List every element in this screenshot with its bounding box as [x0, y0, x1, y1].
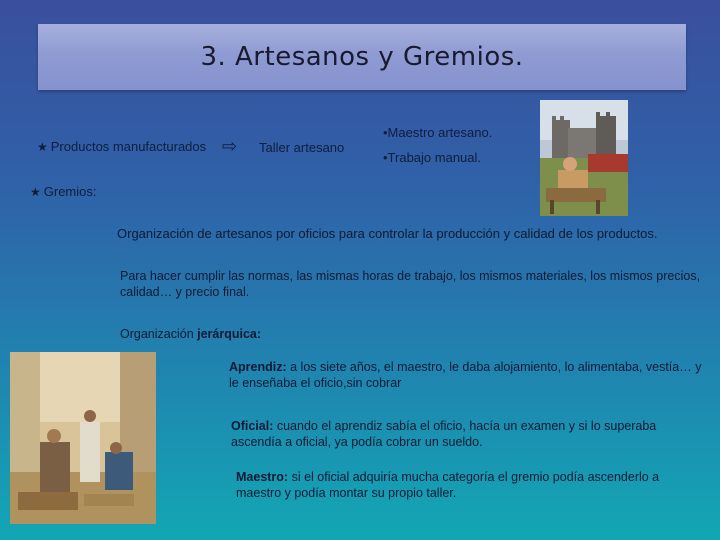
rank-oficial	[231, 418, 661, 450]
star-bullet-icon: ★	[37, 140, 48, 154]
craftsman-photo	[540, 100, 628, 216]
star-bullet-icon: ★	[30, 185, 41, 199]
products-item-trabajo: •Trabajo manual.	[383, 150, 482, 165]
gremios-purpose: Para hacer cumplir las normas, las mismas horas de trabajo, los mismos materiales, los mismos precios, calidad… y precio final.	[120, 269, 701, 299]
products-item-maestro: •Maestro artesano.	[383, 125, 493, 140]
taller-label: Taller artesano	[259, 140, 345, 155]
gremios-definition: Organización de artesanos por oficios para controlar la producción y calidad de los productos.	[117, 226, 658, 241]
rank-maestro-text: si el oficial adquiría mucha categoría el gremio podía ascenderlo a maestro y podía montar su propio taller.	[236, 470, 660, 500]
slide-title: 3. Artesanos y Gremios.	[200, 42, 524, 72]
guild-workers-painting	[10, 352, 156, 524]
rank-aprendiz-term: Aprendiz:	[229, 360, 287, 374]
products-label: Productos manufacturados	[50, 139, 207, 154]
rank-aprendiz-text: a los siete años, el maestro, le daba alojamiento, lo alimentaba, vestía… y le enseñaba el oficio,sin cobrar	[229, 360, 702, 390]
rank-maestro	[236, 469, 706, 501]
rank-maestro-term: Maestro:	[236, 470, 289, 484]
right-arrow-icon: ⇨	[222, 136, 238, 156]
rank-oficial-term: Oficial:	[231, 419, 274, 433]
hierarchy-prefix: Organización	[120, 327, 198, 341]
hierarchy-bold: jerárquica:	[197, 327, 262, 341]
hierarchy-heading	[120, 326, 261, 342]
gremios-label: Gremios:	[43, 184, 97, 199]
gremios-bullet-item	[30, 184, 97, 199]
title-banner	[38, 24, 686, 90]
products-bullet-item	[37, 139, 206, 154]
rank-oficial-text: cuando el aprendiz sabía el oficio, hacía un examen y si lo superaba ascendía a oficial, ya podía cobrar un sueldo.	[231, 419, 657, 449]
rank-aprendiz	[229, 359, 709, 391]
